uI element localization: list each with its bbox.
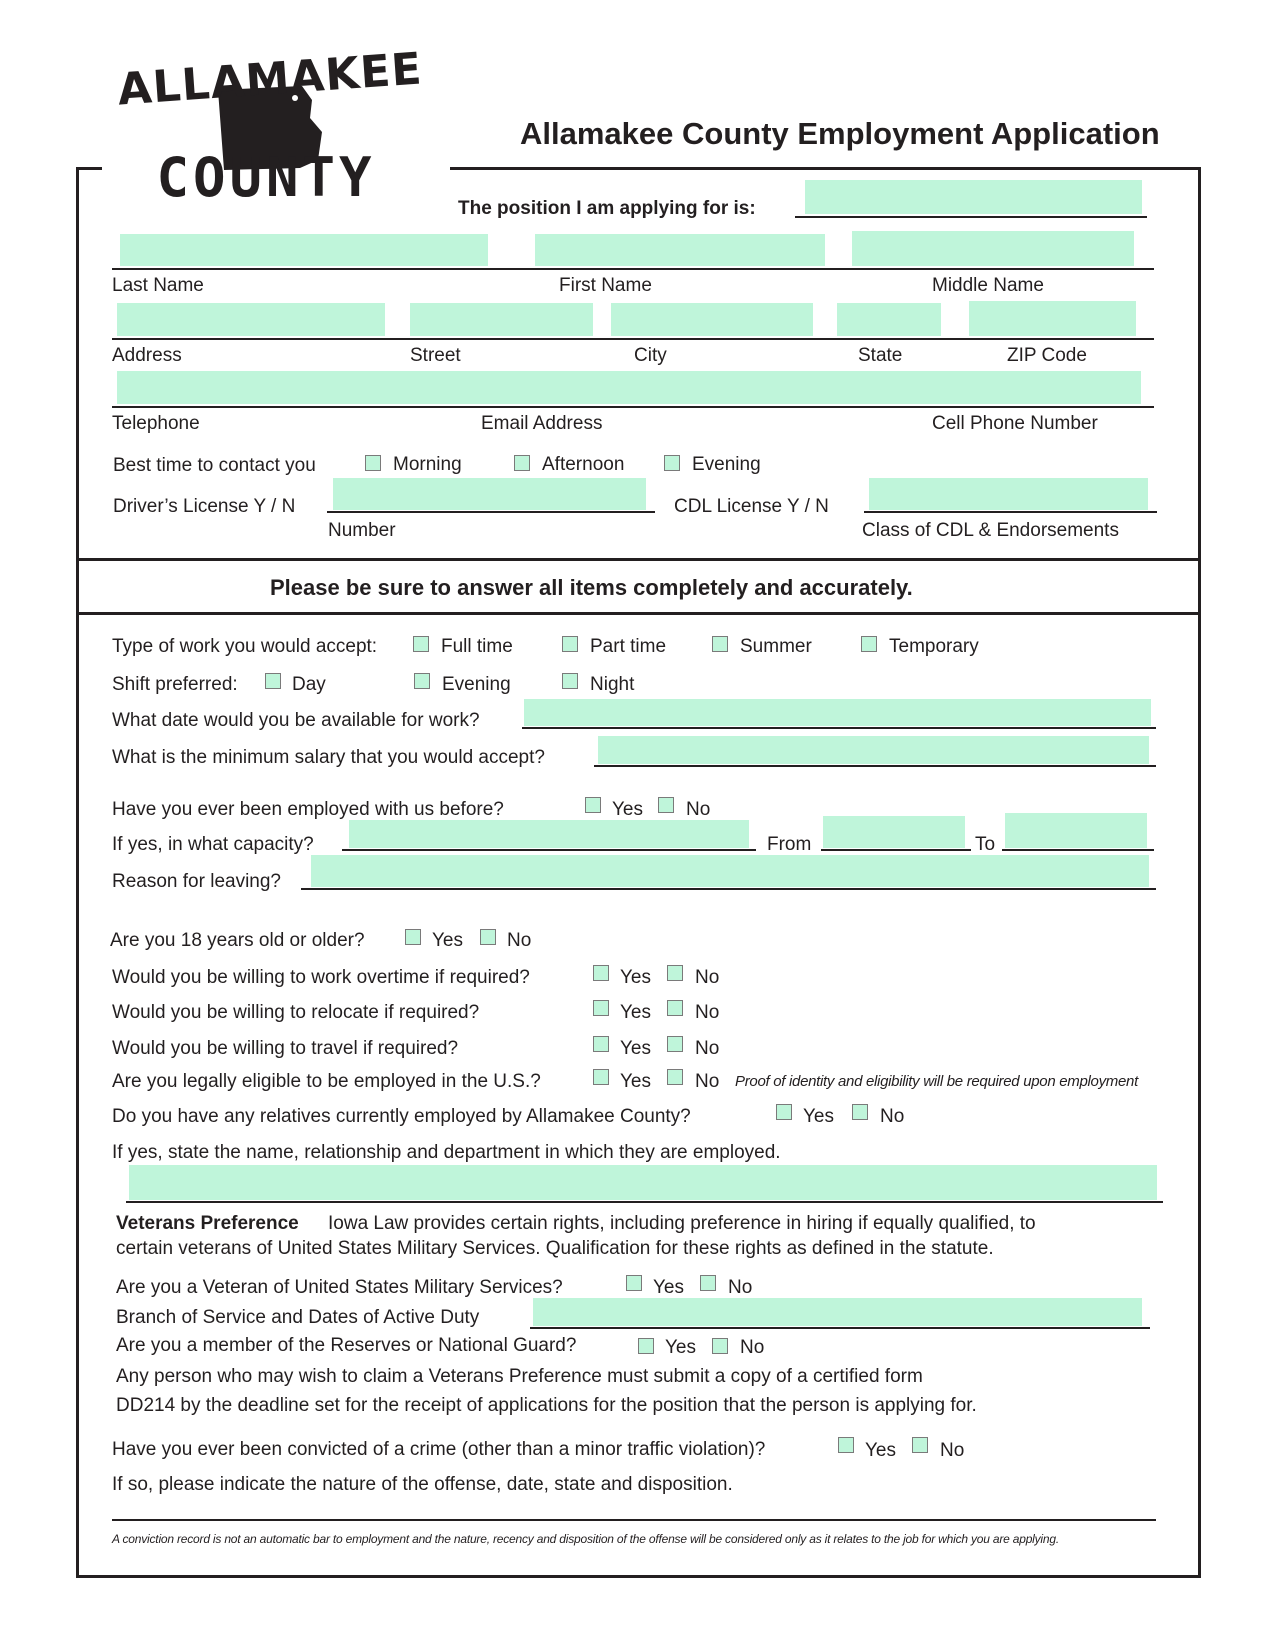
street-label: Street <box>410 345 461 366</box>
day-label: Day <box>292 674 326 695</box>
reason-label: Reason for leaving? <box>112 871 281 892</box>
contact-line <box>112 406 1154 408</box>
shift-label: Shift preferred: <box>112 674 238 695</box>
q-travel-yes-label: Yes <box>620 1038 651 1059</box>
q-overtime-no-label: No <box>695 967 720 988</box>
from-field[interactable] <box>823 816 965 848</box>
day-checkbox[interactable] <box>265 673 281 689</box>
q-relatives-no-checkbox[interactable] <box>852 1104 868 1120</box>
work-type-label: Type of work you would accept: <box>112 636 378 657</box>
frame-left <box>76 167 79 1575</box>
cdl-class-label: Class of CDL & Endorsements <box>862 520 1119 541</box>
notice-top-divider <box>76 558 1201 561</box>
employed-before-label: Have you ever been employed with us before? <box>112 799 504 820</box>
zip-label: ZIP Code <box>1007 345 1087 366</box>
q-veteran-yes-label: Yes <box>653 1277 684 1298</box>
night-checkbox[interactable] <box>562 673 578 689</box>
crime-detail-label: If so, please indicate the nature of the offense, date, state and disposition. <box>112 1474 733 1495</box>
state-label: State <box>858 345 903 366</box>
q-travel-label: Would you be willing to travel if required? <box>112 1038 459 1059</box>
q-crime-no-checkbox[interactable] <box>912 1437 928 1453</box>
first-name-field[interactable] <box>535 234 825 266</box>
q-age-yes-label: Yes <box>432 930 463 951</box>
reason-field[interactable] <box>311 855 1149 887</box>
position-label: The position I am applying for is: <box>458 198 756 219</box>
relatives-detail-label: If yes, state the name, relationship and department in which they are employed. <box>112 1142 781 1163</box>
notice-banner: Please be sure to answer all items completely and accurately. <box>270 575 913 600</box>
q-reserves-yes-checkbox[interactable] <box>638 1338 654 1354</box>
middle-name-label: Middle Name <box>932 275 1044 296</box>
branch-line <box>530 1327 1150 1329</box>
position-line <box>795 216 1147 218</box>
q-crime-label: Have you ever been convicted of a crime (other than a minor traffic violation)? <box>112 1439 766 1460</box>
summer-label: Summer <box>740 636 812 657</box>
license-number-label: Number <box>328 520 396 541</box>
state-field[interactable] <box>837 303 941 336</box>
address-field[interactable] <box>117 303 385 336</box>
available-date-field[interactable] <box>524 699 1151 726</box>
q-crime-no-label: No <box>940 1440 965 1461</box>
q-reserves-no-checkbox[interactable] <box>712 1338 728 1354</box>
position-field[interactable] <box>805 180 1142 214</box>
best-time-label: Best time to contact you <box>113 455 316 476</box>
q-veteran-no-label: No <box>728 1277 753 1298</box>
cell-label: Cell Phone Number <box>932 413 1098 434</box>
q-crime-yes-label: Yes <box>865 1440 896 1461</box>
min-salary-field[interactable] <box>598 736 1149 764</box>
notice-bottom-divider <box>76 612 1201 615</box>
county-logo <box>110 28 430 218</box>
q-overtime-label: Would you be willing to work overtime if required? <box>112 967 530 988</box>
contact-field[interactable] <box>117 371 1141 404</box>
evening-checkbox[interactable] <box>664 455 680 471</box>
city-field[interactable] <box>611 303 813 336</box>
q-relocate-no-checkbox[interactable] <box>667 1000 683 1016</box>
last-name-label: Last Name <box>112 275 204 296</box>
last-name-field[interactable] <box>120 234 488 266</box>
zip-field[interactable] <box>969 301 1136 336</box>
address-line <box>112 338 1154 340</box>
city-label: City <box>634 345 667 366</box>
evening-shift-label: Evening <box>442 674 511 695</box>
drivers-license-label: Driver’s License Y / N <box>113 496 296 517</box>
temporary-label: Temporary <box>889 636 979 657</box>
capacity-label: If yes, in what capacity? <box>112 834 314 855</box>
street-field[interactable] <box>410 303 593 336</box>
veterans-claim-2: DD214 by the deadline set for the receipt of applications for the position that the person is applying for. <box>116 1395 977 1416</box>
q-veteran-no-checkbox[interactable] <box>700 1275 716 1291</box>
evening-shift-checkbox[interactable] <box>414 673 430 689</box>
reason-line <box>301 888 1156 890</box>
email-label: Email Address <box>481 413 603 434</box>
cdl-line <box>864 511 1157 513</box>
full-time-checkbox[interactable] <box>413 636 429 652</box>
q-relocate-label: Would you be willing to relocate if required? <box>112 1002 480 1023</box>
cdl-field[interactable] <box>869 478 1148 510</box>
veterans-text-1: Iowa Law provides certain rights, including preference in hiring if equally qualified, to <box>328 1213 1036 1234</box>
relatives-detail-field[interactable] <box>129 1165 1157 1200</box>
to-label: To <box>975 834 996 855</box>
employed-before-no-checkbox[interactable] <box>658 797 674 813</box>
cdl-license-label: CDL License Y / N <box>674 496 829 517</box>
frame-bottom <box>76 1575 1201 1578</box>
from-label: From <box>767 834 812 855</box>
veterans-text-2: certain veterans of United States Military Services. Qualification for these rights as defined in the statute. <box>116 1238 994 1259</box>
afternoon-checkbox[interactable] <box>514 455 530 471</box>
branch-field[interactable] <box>533 1298 1142 1326</box>
from-line <box>821 849 971 851</box>
drivers-license-line <box>327 511 655 513</box>
morning-checkbox[interactable] <box>365 455 381 471</box>
q-reserves-label: Are you a member of the Reserves or National Guard? <box>116 1335 577 1356</box>
full-time-label: Full time <box>441 636 513 657</box>
frame-right <box>1198 167 1201 1575</box>
q-eligible-yes-label: Yes <box>620 1071 651 1092</box>
branch-label: Branch of Service and Dates of Active Duty <box>116 1307 480 1328</box>
logo-bottom-text: COUNTY <box>156 146 376 209</box>
address-label: Address <box>112 345 182 366</box>
relatives-detail-line <box>126 1201 1163 1203</box>
morning-label: Morning <box>393 454 462 475</box>
min-salary-label: What is the minimum salary that you would accept? <box>112 747 545 768</box>
summer-checkbox[interactable] <box>712 636 728 652</box>
eligibility-note: Proof of identity and eligibility will be required upon employment <box>735 1073 1138 1090</box>
frame-top-left <box>76 167 102 170</box>
first-name-label: First Name <box>559 275 652 296</box>
part-time-checkbox[interactable] <box>562 636 578 652</box>
q-veteran-yes-checkbox[interactable] <box>626 1275 642 1291</box>
q-relocate-yes-label: Yes <box>620 1002 651 1023</box>
q-travel-yes-checkbox[interactable] <box>593 1036 609 1052</box>
employed-before-no-label: No <box>686 799 711 820</box>
q-crime-yes-checkbox[interactable] <box>838 1437 854 1453</box>
drivers-license-field[interactable] <box>333 478 646 510</box>
q-relatives-yes-checkbox[interactable] <box>776 1104 792 1120</box>
telephone-label: Telephone <box>112 413 200 434</box>
q-eligible-yes-checkbox[interactable] <box>593 1069 609 1085</box>
capacity-line <box>342 849 756 851</box>
q-overtime-yes-label: Yes <box>620 967 651 988</box>
q-age-label: Are you 18 years old or older? <box>110 930 365 951</box>
frame-top-right <box>450 167 1201 170</box>
q-overtime-no-checkbox[interactable] <box>667 965 683 981</box>
available-date-label: What date would you be available for work? <box>112 710 480 731</box>
page-title: Allamakee County Employment Application <box>520 116 1160 151</box>
temporary-checkbox[interactable] <box>861 636 877 652</box>
min-salary-line <box>594 765 1156 767</box>
part-time-label: Part time <box>590 636 667 657</box>
q-overtime-yes-checkbox[interactable] <box>593 965 609 981</box>
veterans-claim-1: Any person who may wish to claim a Veterans Preference must submit a copy of a certified form <box>116 1366 923 1387</box>
q-eligible-no-label: No <box>695 1071 720 1092</box>
q-relatives-no-label: No <box>880 1106 905 1127</box>
available-date-line <box>522 727 1156 729</box>
middle-name-field[interactable] <box>852 231 1134 266</box>
q-age-no-checkbox[interactable] <box>480 929 496 945</box>
footer-disclaimer: A conviction record is not an automatic bar to employment and the nature, recency and disposition of the offense will be considered only as it relates to the job for which you are applying. <box>112 1532 1059 1546</box>
q-relocate-no-label: No <box>695 1002 720 1023</box>
to-field[interactable] <box>1005 813 1147 848</box>
q-relatives-label: Do you have any relatives currently employed by Allamakee County? <box>112 1106 691 1127</box>
veterans-heading: Veterans Preference <box>116 1213 299 1234</box>
crime-detail-line <box>112 1519 1156 1521</box>
q-travel-no-label: No <box>695 1038 720 1059</box>
night-label: Night <box>590 674 635 695</box>
q-age-yes-checkbox[interactable] <box>405 929 421 945</box>
capacity-field[interactable] <box>349 820 749 848</box>
logo-top-text: ALLAMAKEE <box>115 43 425 116</box>
q-reserves-yes-label: Yes <box>665 1337 696 1358</box>
employed-before-yes-checkbox[interactable] <box>585 797 601 813</box>
q-relatives-yes-label: Yes <box>803 1106 834 1127</box>
to-line <box>1002 849 1154 851</box>
employed-before-yes-label: Yes <box>612 799 643 820</box>
q-veteran-label: Are you a Veteran of United States Military Services? <box>116 1277 563 1298</box>
q-relocate-yes-checkbox[interactable] <box>593 1000 609 1016</box>
q-reserves-no-label: No <box>740 1337 765 1358</box>
q-eligible-label: Are you legally eligible to be employed in the U.S.? <box>112 1071 541 1092</box>
afternoon-label: Afternoon <box>542 454 625 475</box>
q-travel-no-checkbox[interactable] <box>667 1036 683 1052</box>
q-eligible-no-checkbox[interactable] <box>667 1069 683 1085</box>
evening-contact-label: Evening <box>692 454 761 475</box>
q-age-no-label: No <box>507 930 532 951</box>
name-line <box>112 268 1154 270</box>
